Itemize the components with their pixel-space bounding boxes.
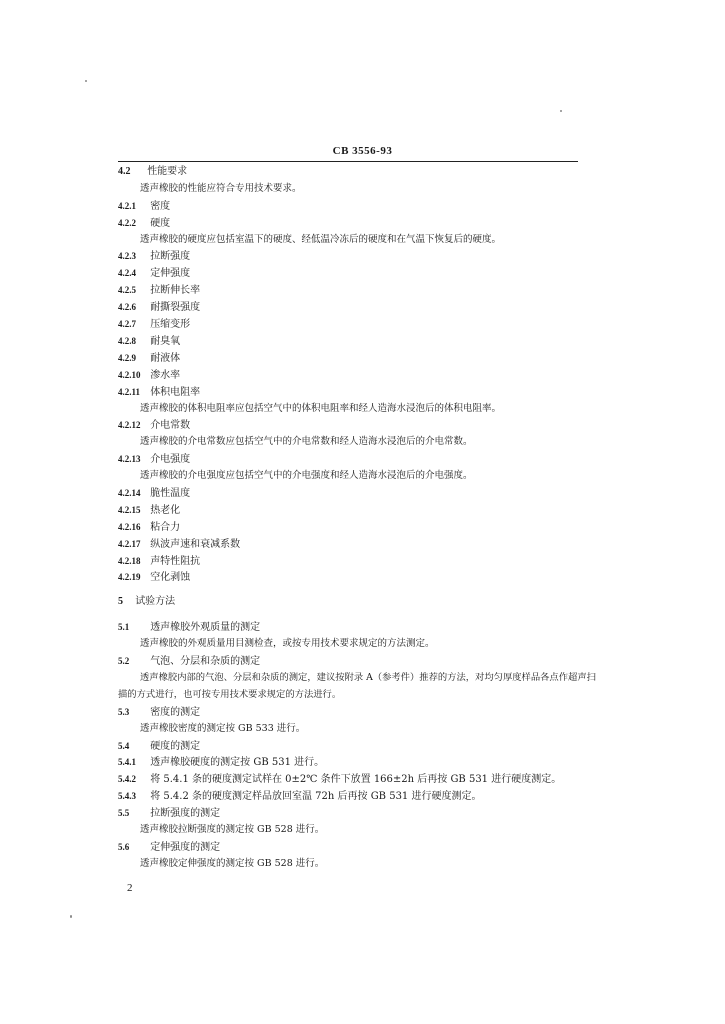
clause-title: 硬度的测定 (150, 740, 201, 752)
clause-heading (118, 333, 598, 350)
clause-number: 5.4.2 (118, 774, 136, 785)
clause-number: 5.4.3 (118, 791, 136, 802)
section-heading (118, 594, 598, 611)
clause-number: 4.2.13 (118, 454, 141, 465)
paragraph: 透声橡胶定伸强度的测定按 GB 528 进行。 (140, 857, 325, 869)
clause-heading (118, 704, 598, 721)
paragraph: 透声橡胶的介电强度应包括空气中的介电强度和经人造海水浸泡后的介电强度。 (140, 470, 473, 482)
clause-title: 定伸强度 (150, 268, 191, 280)
paragraph: 透声橡胶内部的气泡、分层和杂质的测定，建议按附录 A（参考件）推荐的方法，对均匀厚度样品各点作超声扫描的方式进行，也可按专用技术要求规定的方法进行。 (118, 671, 596, 700)
clause-title: 渗水率 (150, 369, 181, 381)
clause-number: 4.2.15 (118, 504, 141, 515)
clause-heading (118, 299, 598, 316)
clause-title: 密度的测定 (150, 706, 201, 718)
clause-title: 将 5.4.2 条的硬度测定样品放回室温 72h 后再按 GB 531 进行硬度测定。 (150, 791, 482, 803)
clause-title: 透声橡胶硬度的测定按 GB 531 进行。 (150, 757, 325, 769)
clause-number: 5.4.1 (118, 757, 136, 768)
clause-heading (118, 653, 598, 670)
clause-heading (118, 839, 598, 856)
paragraph: 透声橡胶的外观质量用目测检查，或按专用技术要求规定的方法测定。 (140, 638, 435, 650)
scan-speck (560, 110, 562, 112)
clause-heading (118, 417, 598, 434)
clause-title: 拉断强度的测定 (150, 808, 221, 820)
clause-heading (118, 738, 598, 755)
clause-title: 透声橡胶外观质量的测定 (150, 622, 261, 634)
clause-title: 硬度 (150, 217, 171, 229)
clause-title: 密度 (150, 200, 171, 212)
clause-heading (118, 215, 598, 232)
paragraph: 透声橡胶密度的测定按 GB 533 进行。 (140, 722, 306, 734)
paragraph: 透声橡胶的体积电阻率应包括空气中的体积电阻率和经人造海水浸泡后的体积电阻率。 (140, 402, 502, 414)
clause-number: 4.2.2 (118, 217, 136, 228)
clause-heading (118, 502, 598, 519)
clause-number: 4.2.4 (118, 268, 136, 279)
clause-heading (118, 771, 598, 788)
clause-title: 纵波声速和衰减系数 (150, 538, 241, 550)
section-title: 试验方法 (135, 596, 176, 608)
clause-title: 定伸强度的测定 (150, 841, 221, 853)
clause-heading (118, 367, 598, 384)
clause-title: 耐臭氧 (150, 335, 181, 347)
clause-number: 4.2.1 (118, 200, 136, 211)
clause-heading (118, 316, 598, 333)
clause-heading (118, 282, 598, 299)
clause-title: 声特性阻抗 (150, 555, 201, 567)
clause-title: 空化剥蚀 (150, 572, 191, 584)
clause-title: 介电常数 (150, 420, 191, 432)
clause-number: 5.4 (118, 740, 130, 751)
clause-heading (118, 350, 598, 367)
clause-number: 4.2.18 (118, 555, 141, 566)
scan-speck (70, 915, 72, 918)
clause-heading (118, 265, 598, 282)
clause-number: 4.2.3 (118, 251, 136, 262)
page-number: 2 (127, 882, 133, 894)
clause-title: 耐撕裂强度 (150, 302, 201, 314)
clause-title: 体积电阻率 (150, 386, 201, 398)
section-heading (118, 164, 598, 181)
clause-heading (118, 619, 598, 636)
section-number: 5 (118, 596, 123, 608)
clause-number: 5.3 (118, 706, 130, 717)
paragraph: 透声橡胶的介电常数应包括空气中的介电常数和经人造海水浸泡后的介电常数。 (140, 436, 473, 448)
clause-title: 粘合力 (150, 521, 181, 533)
clause-number: 4.2.9 (118, 352, 136, 363)
clause-title: 气泡、分层和杂质的测定 (150, 656, 261, 668)
clause-number: 5.1 (118, 622, 130, 633)
clause-heading (118, 754, 598, 771)
clause-title: 拉断伸长率 (150, 285, 201, 297)
standard-code-header: CB 3556-93 (332, 145, 393, 157)
paragraph: 透声橡胶的硬度应包括室温下的硬度、经低温冷冻后的硬度和在气温下恢复后的硬度。 (140, 233, 502, 245)
header-rule (118, 161, 578, 162)
clause-heading (118, 248, 598, 265)
clause-heading (118, 384, 598, 401)
clause-number: 4.2.5 (118, 285, 136, 296)
clause-title: 耐液体 (150, 352, 181, 364)
clause-title: 压缩变形 (150, 319, 191, 331)
clause-heading (118, 805, 598, 822)
clause-number: 4.2.12 (118, 420, 141, 431)
clause-heading (118, 569, 598, 586)
clause-number: 4.2.17 (118, 538, 141, 549)
clause-number: 4.2.11 (118, 386, 141, 397)
section-title: 性能要求 (147, 166, 188, 177)
clause-number: 4.2.6 (118, 302, 136, 313)
clause-heading (118, 788, 598, 805)
clause-heading (118, 451, 598, 468)
scan-speck (85, 80, 87, 82)
clause-number: 4.2.8 (118, 335, 136, 346)
clause-number: 4.2.16 (118, 521, 141, 532)
clause-number: 4.2.7 (118, 319, 136, 330)
clause-number: 5.2 (118, 656, 130, 667)
clause-heading (118, 519, 598, 536)
paragraph: 透声橡胶的性能应符合专用技术要求。 (140, 182, 302, 194)
clause-number: 4.2.14 (118, 488, 141, 498)
clause-heading (118, 485, 598, 502)
clause-heading (118, 198, 598, 215)
clause-title: 将 5.4.1 条的硬度测定试样在 0±2℃ 条件下放置 166±2h 后再按 GB 531 进行硬度测定。 (150, 774, 562, 786)
clause-heading (118, 553, 598, 570)
clause-number: 5.5 (118, 808, 130, 819)
clause-heading (118, 536, 598, 553)
clause-title: 脆性温度 (150, 488, 191, 499)
paragraph: 透声橡胶拉断强度的测定按 GB 528 进行。 (140, 823, 325, 835)
clause-title: 热老化 (150, 504, 181, 516)
clause-number: 5.6 (118, 841, 130, 852)
clause-title: 介电强度 (150, 454, 191, 466)
document-body (118, 164, 598, 873)
clause-number: 4.2.10 (118, 369, 141, 380)
clause-title: 拉断强度 (150, 251, 191, 263)
section-number: 4.2 (118, 166, 131, 177)
clause-number: 4.2.19 (118, 572, 141, 583)
